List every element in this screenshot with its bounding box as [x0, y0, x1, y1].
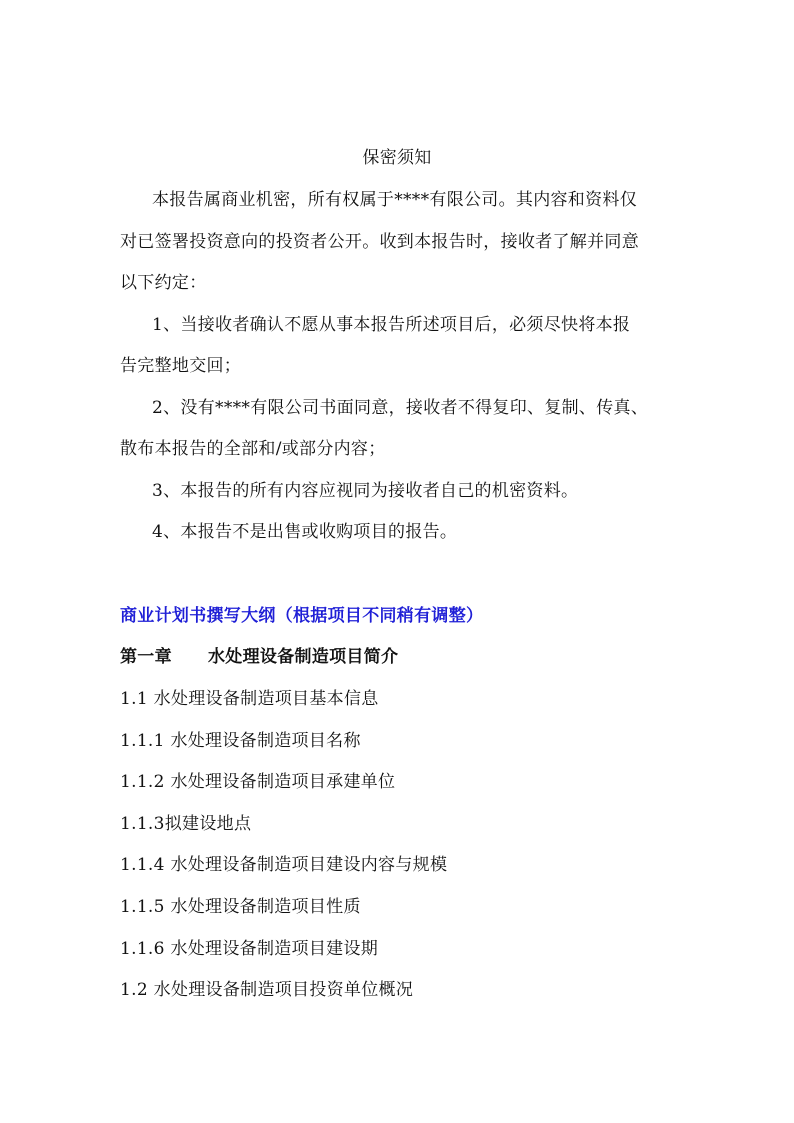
notice-item-1-line-1: 1、当接收者确认不愿从事本报告所述项目后，必须尽快将本报	[152, 315, 631, 335]
outline-item: 1.1 水处理设备制造项目基本信息	[120, 689, 379, 709]
notice-paragraph-line-2: 对已签署投资意向的投资者公开。收到本报告时，接收者了解并同意	[120, 232, 639, 252]
chapter-title: 水处理设备制造项目简介	[208, 647, 399, 667]
chapter-heading	[120, 646, 680, 668]
notice-item-4: 4、本报告不是出售或收购项目的报告。	[152, 522, 458, 542]
notice-item-2-line-2: 散布本报告的全部和/或部分内容；	[120, 439, 386, 459]
outline-item: 1.1.2 水处理设备制造项目承建单位	[120, 772, 396, 792]
outline-item: 1.1.3拟建设地点	[120, 814, 252, 834]
notice-item-1-line-2: 告完整地交回；	[120, 356, 242, 376]
notice-item-3: 3、本报告的所有内容应视同为接收者自己的机密资料。	[152, 481, 579, 501]
outline-item: 1.1.5 水处理设备制造项目性质	[120, 897, 361, 917]
outline-heading: 商业计划书撰写大纲（根据项目不同稍有调整）	[120, 606, 484, 626]
outline-item: 1.1.1 水处理设备制造项目名称	[120, 731, 361, 751]
notice-paragraph-line-3: 以下约定：	[120, 273, 207, 293]
chapter-label: 第一章	[120, 647, 172, 667]
outline-item: 1.1.6 水处理设备制造项目建设期	[120, 939, 379, 959]
notice-paragraph-line-1: 本报告属商业机密，所有权属于****有限公司。其内容和资料仅	[152, 190, 637, 210]
outline-item: 1.1.4 水处理设备制造项目建设内容与规模	[120, 855, 448, 875]
outline-item: 1.2 水处理设备制造项目投资单位概况	[120, 980, 414, 1000]
notice-item-2-line-1: 2、没有****有限公司书面同意，接收者不得复印、复制、传真、	[152, 398, 649, 418]
notice-title: 保密须知	[362, 148, 432, 168]
